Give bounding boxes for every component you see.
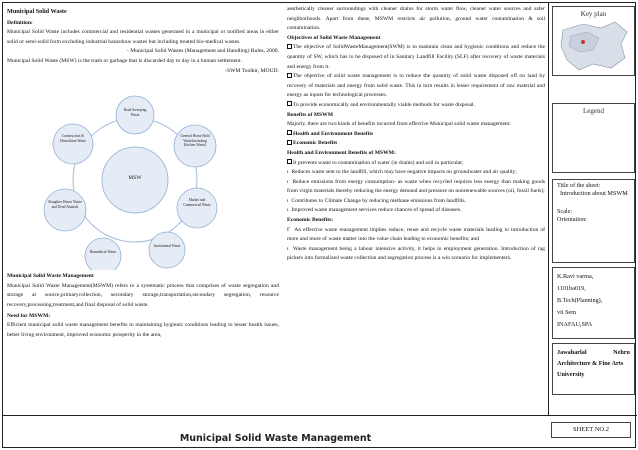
sheet-info-box [552, 179, 635, 263]
author-semester: vii Sem [557, 309, 577, 316]
health-env-1: It prevents waste to contamination of water (in drains) and soil in particular; [293, 159, 464, 166]
author-course: B.Tech(Planning), [557, 297, 603, 304]
node-construction [53, 124, 93, 164]
checkbox-icon [287, 130, 292, 135]
benefits-intro: Majorly, there are two kinds of benefits incurred from effective Municipal solid waste management: [287, 121, 511, 128]
middle-column: aesthetically cleaner surroundings with cleaner drains for storm water flow, cleaner water sources and safer neighborhoods. Apart from these, MSWM restricts air pollution, ground water contamination & soil contamination. Objectives of Solid Waste Management The objective of SolidWasteManagement(SWM) is to maintain clean and hygienic conditions and reduce the quantity of SW, which has to be disposed of in Sanitary Landfill Facility (SLF) after recovery of waste materials and energy from it. The objective of solid waste management is to reduce the quantity of solid waste disposed off on land by recovery of materials and energy from solid waste. This in turn results in lesser requirement of raw material and energy as inputs for technological processes. To provide economically and environmentally viable methods for waste disposal. Benefits of MSWM Majorly, there are two kinds of benefits incurred from effective Municipal solid waste management: Health and Environment Benefits Economic Benefits Health and Environment Benefits of MSWM: It prevents waste to contamination of water (in drains) and soil in particular; ı Reduces waste sent to the landfill, which may have negative impacts on groundwater and air quality; ı Reduce emissions from energy consumption- as waste when recycled requires less energy than making goods from virgin materials thereby reducing the energy demand and pressure on nonrenewable sources (oil, fossil fuels); ı Contributes to Climate Change by reducing methane emissions from landfills. ı Improved waste management services reduce chances of spread of diseases. Economic Benefits: Γ An effective waste management implies reduce, reuse and recycle waste materials leading to introduction of more and more of waste matter into the value chain leading to economic benefits; and ı Waste management being a labour intensive activity, it helps in employment generation. Introduction of rag pickers into formalized waste collection and segregation process is a win scenario for implementers. [287, 6, 546, 262]
mid-intro: aesthetically cleaner surroundings with cleaner drains for storm water flow, cleaner water sources and safer neighborhoods. Apart from these, MSWM restricts air pollution, ground water contamination & soil contamination. [287, 6, 545, 32]
author-name: K.Ravi varma, [557, 273, 594, 280]
definition-source: - Municipal Solid Wastes (Management and Handling) Rules, 2000. [126, 48, 279, 55]
university-box [552, 343, 635, 395]
checkbox-icon [287, 140, 292, 145]
checkbox-icon [287, 101, 292, 106]
msw-definition-2: Municipal Solid Waste (MSW) is the trash or garbage that is discarded day to day in a human settlement. [7, 57, 242, 64]
author-box [552, 267, 635, 339]
health-env-4: Contributes to Climate Change by reducing methane emissions from landfills. [291, 197, 466, 204]
definition-text: Municipal Solid Waste includes commercial and residential wastes generated in a municipal or notified areas in either solid or semi-solid form excluding industrial hazardous wastes but including treated bio-medical wastes [7, 29, 279, 45]
checkbox-icon [287, 159, 292, 164]
economic-heading: Economic Benefits: [287, 217, 334, 224]
health-env-2: Reduces waste sent to the landfill, which may have negative impacts on groundwater and air quality; [291, 169, 517, 176]
objectives-heading: Objectives of Solid Waste Management [287, 34, 381, 41]
health-env-3: Reduce emissions from energy consumption- as waste when recycled requires less energy than making goods from virgin materials thereby reducing the energy demand and pressure on nonrenewable sources (oil, fossil fuels); [287, 178, 545, 195]
benefits-heading: Benefits of MSWM [287, 111, 333, 118]
legend-box [552, 103, 635, 173]
sheet-title-value: Introduction about MSWM [560, 190, 628, 197]
author-roll: 1101ba019, [557, 285, 586, 292]
objective-2: The objective of solid waste management is to reduce the quantity of solid waste disposed off on land by recovery of materials and energy from solid waste. This in turn results in lesser requirement of raw material and energy as inputs for technological processes. [287, 73, 545, 99]
construction-label: Construction & Demolition Waste [60, 134, 86, 143]
objective-3: To provide economically and environmentally viable methods for waste disposal. [293, 101, 475, 108]
msw-mgmt-text: Municipal Solid Waste Management(MSWM) refers to a systematic process that comprises of waste segregation and storage at source,primarycollection, secondary storage,transportation,secondary segregation, resource recovery,processing,treatment,and final disposal of solid waste. [7, 282, 279, 308]
sheet-main-title: Municipal Solid Waste Management [179, 433, 372, 444]
benefit-health: Health and Environment Benefits [293, 130, 374, 137]
node-slaughter [44, 189, 86, 231]
footer-title-bar [3, 415, 637, 449]
author-institute: INAFAU,SPA [557, 321, 593, 328]
health-env-heading: Health and Environment Benefits of MSWM: [287, 149, 396, 156]
sheet-title-label: Title of the sheet: [557, 182, 601, 189]
university-line-2: Architecture & Fine Arts [557, 360, 624, 367]
checkbox-icon [287, 44, 292, 49]
checkbox-icon [287, 73, 292, 78]
legend-title: Legend [583, 107, 604, 115]
drawing-sheet [2, 2, 636, 448]
biomedical-label: Biomedical Waste [89, 250, 117, 255]
need-heading: Need for MSWM: [7, 312, 51, 319]
household-label: General Home Hold Waste(including Kitchen Waste) [180, 134, 210, 148]
left-column [7, 7, 279, 395]
key-plan-box [552, 6, 635, 76]
left-heading: Municipal Solid Waste [7, 8, 67, 15]
university-line-1: Jawaharlal [557, 349, 587, 356]
msw-diagram [7, 80, 279, 270]
key-plan-title: Key plan [580, 10, 607, 18]
health-env-5: Improved waste management services reduce chances of spread of diseases. [291, 207, 462, 214]
definition-label: Definition: [7, 19, 33, 26]
definition-source-2: -SWM Toolkit, MOUD. [225, 67, 279, 74]
key-plan-map [553, 18, 634, 74]
university-line-3: University [557, 371, 585, 378]
node-institutional [149, 232, 185, 268]
need-text: Efficient municipal solid waste management benefits in maintaining hygienic conditions leading to lesser health issues, better living environment, improved economic prosperity in the area, [7, 322, 279, 338]
road-sweeping-label: Road Sweeping Waste [123, 108, 147, 117]
sheet-number: SHEET NO.2 [551, 422, 631, 438]
title-block-panel [548, 3, 637, 415]
node-market [177, 188, 217, 228]
orientation-label: Orientation: [557, 216, 587, 223]
scale-label: Scale: [557, 208, 573, 215]
economic-1: An effective waste management implies reduce, reuse and recycle waste materials leading to introduction of more and more of waste matter into the value chain leading to economic benefits; and [287, 226, 546, 243]
objective-1: The objective of SolidWasteManagement(SWM) is to maintain clean and hygienic conditions and reduce the quantity of SW, which has to be disposed of in Sanitary Landfill Facility (SLF) after recovery of waste materials and energy from it. [287, 44, 545, 70]
institutional-label: Institutional Waste [153, 244, 181, 249]
benefit-economic: Economic Benefits [293, 140, 338, 147]
economic-2: Waste management being a labour intensive activity, it helps in employment generation. Introduction of rag pickers into formalized waste collection and segregation process is a win scenario for implementers. [287, 245, 545, 262]
market-label: Market and Commercial Waste [183, 198, 211, 207]
university-line-1b: Nehru [613, 349, 630, 356]
msw-mgmt-heading: Municipal Solid Waste Management [7, 273, 94, 280]
msw-center-label: MSW [128, 175, 142, 182]
slaughter-label: Slaughter House Waste and Dead Animals [48, 200, 82, 209]
